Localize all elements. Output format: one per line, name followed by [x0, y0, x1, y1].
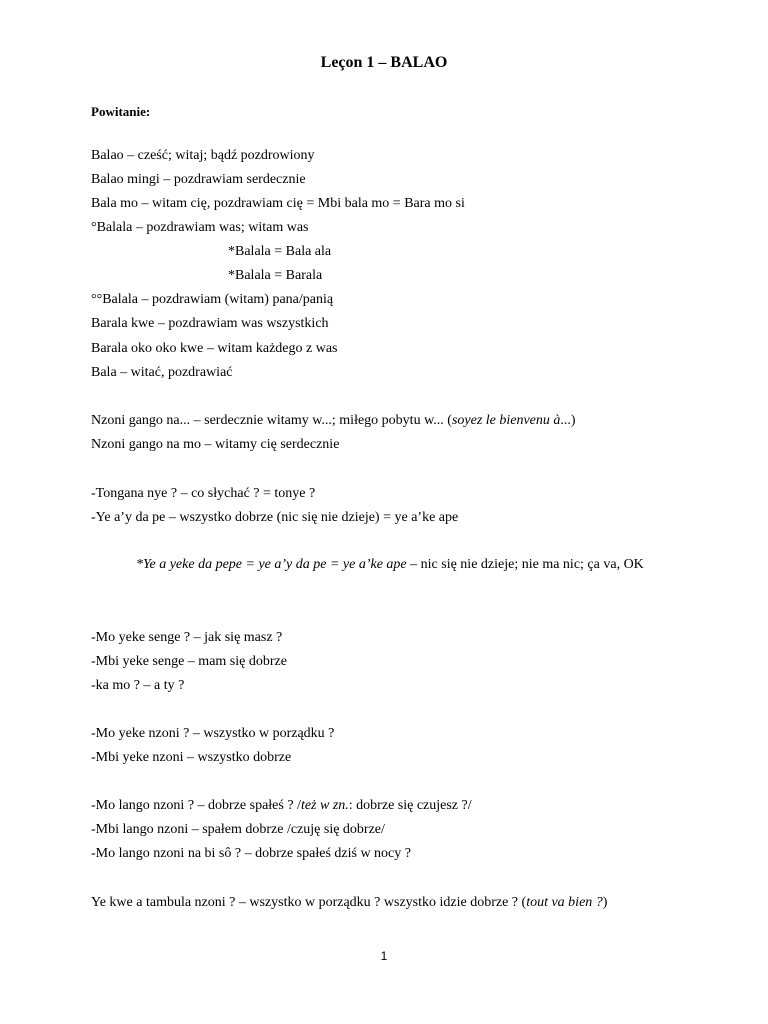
section-heading: Powitanie: [91, 104, 151, 119]
note-line [136, 556, 644, 574]
text-line [91, 797, 472, 815]
text-line-indented: *Balala = Barala [228, 268, 323, 283]
text-line: Nzoni gango na mo – witamy cię serdecznie [91, 437, 340, 452]
text-line: Barala kwe – pozdrawiam was wszystkich [91, 316, 329, 331]
text-line: -Mo lango nzoni na bi sô ? – dobrze spałeś dziś w nocy ? [91, 846, 411, 861]
text-line: °Balala – pozdrawiam was; witam was [91, 220, 309, 235]
text-segment: Nzoni gango na... – serdecznie witamy w...; miłego pobytu w... ( [91, 413, 452, 428]
text-line-indented: *Balala = Bala ala [228, 244, 332, 259]
text-line: -Mbi yeke senge – mam się dobrze [91, 654, 287, 669]
text-line [91, 412, 576, 430]
text-segment: – nic się nie dzieje; nie ma nic; ça va, OK [406, 557, 644, 572]
text-line: -Tongana nye ? – co słychać ? = tonye ? [91, 486, 316, 501]
text-line: °°Balala – pozdrawiam (witam) pana/panią [91, 292, 334, 307]
text-line: Barala oko oko kwe – witam każdego z was [91, 341, 338, 356]
italic-french-phrase: tout va bien ? [526, 895, 603, 910]
text-line [91, 894, 607, 912]
text-line: -Ye a’y da pe – wszystko dobrze (nic się nie dzieje) = ye a’ke ape [91, 510, 459, 525]
text-line: Balao – cześć; witaj; bądź pozdrowiony [91, 148, 315, 163]
text-segment: ...) [560, 413, 576, 428]
italic-phrase: *Ye a yeke da pepe = ye a’y da pe = ye a’ke ape [136, 557, 407, 572]
italic-french-phrase: soyez le bienvenu à [451, 413, 561, 428]
text-segment: Ye kwe a tambula nzoni ? – wszystko w porządku ? wszystko idzie dobrze ? ( [91, 895, 527, 910]
text-line: -Mbi lango nzoni – spałem dobrze /czuję się dobrze/ [91, 822, 385, 837]
text-line: Bala mo – witam cię, pozdrawiam cię = Mbi bala mo = Bara mo si [91, 196, 465, 211]
text-segment: : dobrze się czujesz ?/ [348, 798, 472, 813]
page-number: 1 [380, 949, 388, 963]
text-segment: ) [602, 895, 608, 910]
text-line: -Mo yeke nzoni ? – wszystko w porządku ? [91, 726, 335, 741]
text-line: -Mbi yeke nzoni – wszystko dobrze [91, 750, 292, 765]
text-line: -ka mo ? – a ty ? [91, 678, 185, 693]
text-line: -Mo yeke senge ? – jak się masz ? [91, 630, 283, 645]
text-line: Bala – witać, pozdrawiać [91, 365, 233, 380]
text-line: Balao mingi – pozdrawiam serdecznie [91, 172, 306, 187]
text-segment: -Mo lango nzoni ? – dobrze spałeś ? / [91, 798, 301, 813]
italic-phrase: też w zn. [300, 798, 349, 813]
page-title: Leçon 1 – BALAO [320, 54, 448, 71]
